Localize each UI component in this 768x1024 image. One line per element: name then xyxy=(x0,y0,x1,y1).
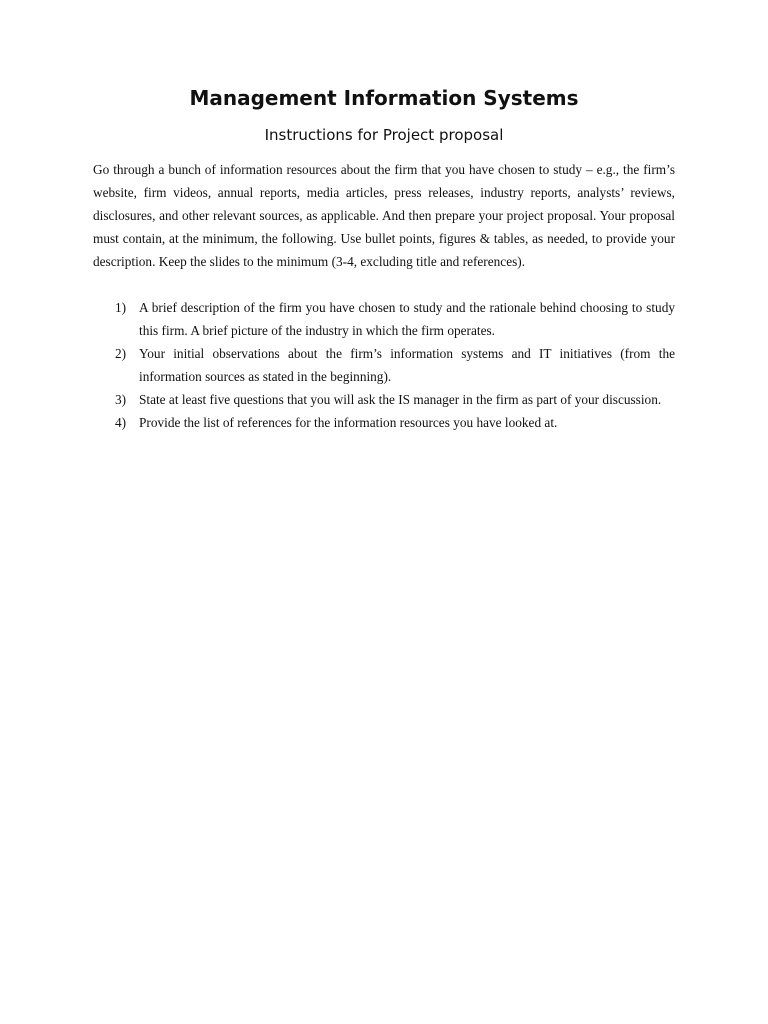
list-item xyxy=(93,388,675,411)
list-item xyxy=(93,411,675,434)
list-item-text: State at least five questions that you will ask the IS manager in the firm as part of your discussion. xyxy=(139,392,662,407)
list-item-text: A brief description of the firm you have chosen to study and the rationale behind choosing to study this firm. A brief picture of the industry in which the firm operates. xyxy=(139,300,675,338)
intro-paragraph: Go through a bunch of information resources about the firm that you have chosen to study – e.g., the firm’s website, firm videos, annual reports, media articles, press releases, industry reports, analysts’ reviews, disclosures, and other relevant sources, as applicable. And then prepare your project proposal. Your proposal must contain, at the minimum, the following. Use bullet points, figures & tables, as needed, to provide your description. Keep the slides to the minimum (3-4, excluding title and references). xyxy=(93,162,675,269)
list-item-number: 3) xyxy=(115,392,127,407)
list-item-number: 2) xyxy=(115,346,127,361)
requirements-list xyxy=(93,296,675,434)
list-item xyxy=(93,296,675,342)
list-item-text: Your initial observations about the firm’s information systems and IT initiatives (from the information sources as stated in the beginning). xyxy=(139,346,675,384)
page-title: Management Information Systems xyxy=(189,86,579,110)
list-item-number: 1) xyxy=(115,300,127,315)
list-item-number: 4) xyxy=(115,415,127,430)
page-subtitle: Instructions for Project proposal xyxy=(264,126,504,144)
list-item-text: Provide the list of references for the information resources you have looked at. xyxy=(139,415,558,430)
list-item xyxy=(93,342,675,388)
